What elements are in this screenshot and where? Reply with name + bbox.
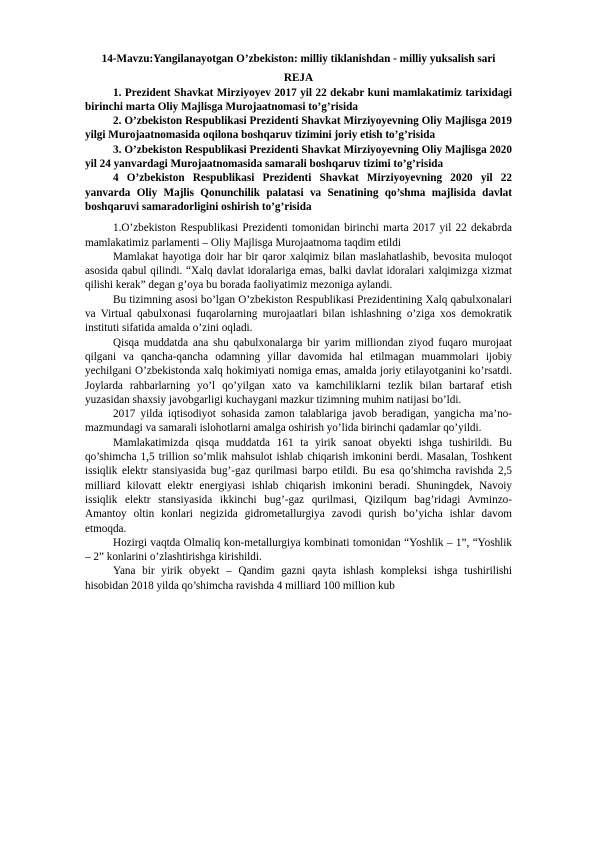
paragraph-3: Bu tizimning asosi bo’lgan O’zbekiston Respublikasi Prezidentining Xalq qabulxonalari va Virtual qabulxonasi fuqarolarning murojaatlari bilan ishlashning o’ziga xos demokratik instituti sifatida amalda o’zini oqladi. (85, 293, 512, 335)
paragraph-5: 2017 yilda iqtisodiyot sohasida zamon talablariga javob beradigan, yangicha ma’no-mazmundagi va samarali islohotlarni amalga oshirish yo’lida birinchi qadamlar qo’yildi. (85, 408, 512, 435)
paragraph-7: Hozirgi vaqtda Olmaliq kon-metallurgiya kombinati tomonidan “Yoshlik – 1”, “Yoshlik – 2” konlarini o’zlashtirishga kirishildi. (85, 536, 512, 564)
plan-item-3: 3. O’zbekiston Respublikasi Prezidenti Shavkat Mirziyoyevning Oliy Majlisga 2020 yil 24 yanvardagi Murojaatnomasida samarali boshqaruv tizimi to’g’risida (85, 143, 512, 171)
plan-item-2: 2. O’zbekiston Respublikasi Prezidenti Shavkat Mirziyoyevning Oliy Majlisga 2019 yilgi Murojaatnomasida oqilona boshqaruv tizimini joriy etish to’g’risida (85, 115, 512, 142)
paragraph-2: Mamlakat hayotiga doir har bir qaror xalqimiz bilan maslahatlashib, bevosita muloqot asosida qabul qilindi. “Xalq davlat idoralariga emas, balki davlat idoralari xalqimizga xizmat qilishi kerak” degan g’oya bu borada faoliyatimiz mezoniga aylandi. (85, 250, 512, 292)
paragraph-4: Qisqa muddatda ana shu qabulxonalarga bir yarim milliondan ziyod fuqaro murojaat qilgani va qancha-qancha odamning yillar davomida hal etilmagan muammolari ijobiy yechilgani O’zbekistonda xalq hokimiyati nomiga emas, amalda joriy etilayotganini ko’rsatdi. Joylarda rahbarlarning yo’l qo’yilgan xato va kamchiliklarni tezlik bilan bartaraf etish yuzasidan shaxsiy javobgarligi kuchaygani mazkur tizimning muhim natijasi bo’ldi. (85, 336, 512, 406)
document-page (85, 52, 512, 593)
plan-item-1: 1. Prezident Shavkat Mirziyoyev 2017 yil 22 dekabr kuni mamlakatimiz tarixidagi birinchi marta Oliy Majlisga Murojaatnomasi to’g’risida (85, 86, 512, 113)
plan-item-4: 4 O’zbekiston Respublikasi Prezidenti Shavkat Mirziyoyevning 2020 yil 22 yanvarda Oliy Majlis Qonunchilik palatasi va Senatining qo’shma majlisida davlat boshqaruvi samaradorligini oshirish to’g’risida (85, 172, 512, 213)
paragraph-8: Yana bir yirik obyekt – Qandim gazni qayta ishlash kompleksi ishga tushirilishi hisobidan 2018 yilda qo’shimcha ravishda 4 milliard 100 million kub (85, 565, 512, 592)
paragraph-1: 1.O’zbekiston Respublikasi Prezidenti tomonidan birinchi marta 2017 yil 22 dekabrda mamlakatimiz parlamenti – Oliy Majlisga Murojaatnoma taqdim etildi (85, 222, 512, 249)
plan-heading: REJA (283, 72, 314, 85)
paragraph-6: Mamlakatimizda qisqa muddatda 161 ta yirik sanoat obyekti ishga tushirildi. Bu qo’shimcha 1,5 trillion so’mlik mahsulot ishlab chiqarish imkonini berdi. Masalan, Toshkent issiqlik elektr stansiyasida bug’-gaz qurilmasi barpo etildi. Bu esa qo’shimcha ravishda 2,5 milliard kilovatt elektr energiyasi ishlab chiqarish imkonini beradi. Shuningdek, Navoiy issiqlik elektr stansiyasida ikkinchi bug’-gaz qurilmasi, Qizilqum bag’ridagi Avminzo-Amantoy oltin konlari negizida gidrometallurgiya zavodi qurish bo’yicha ishlar davom etmoqda. (85, 436, 512, 535)
document-title: 14-Mavzu:Yangilanayotgan O’zbekiston: milliy tiklanishdan - milliy yuksalish sari (101, 53, 496, 65)
section-gap (85, 214, 512, 221)
